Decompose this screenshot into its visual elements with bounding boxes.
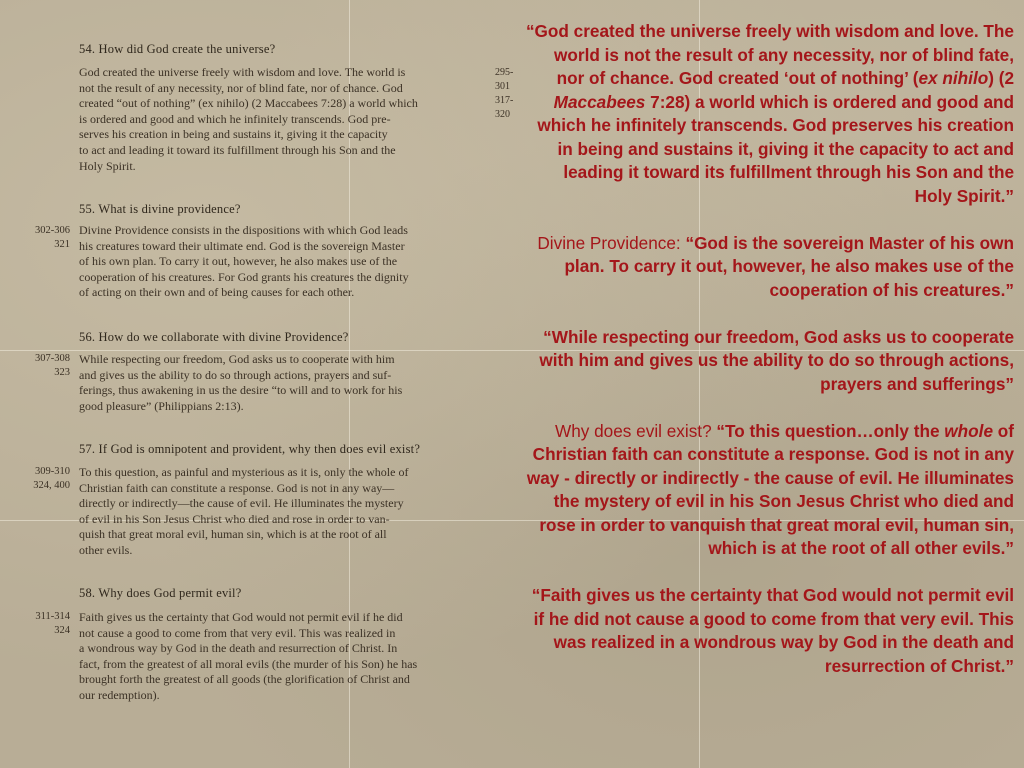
evil-label: Why does evil exist? <box>554 420 717 441</box>
commentary-column <box>522 20 1014 702</box>
question-56-body: While respecting our freedom, God asks us to cooperate with him and gives us the ability to do so through actions, prayers and suf- ferings, thus awakening in us the desire “to will and to work for his good pleasure” (Philippians 2:13). <box>79 352 403 413</box>
question-55-body: Divine Providence consists in the dispositions with which God leads his creatures toward their ultimate end. God is the sovereign Master of his own plan. To carry it out, however, he also makes use of the cooperation of his creatures. For God grants his creatures the dignity of acting on their own and of being causes for each other. <box>79 223 409 300</box>
question-55-refs: 302-306 321 <box>35 225 70 250</box>
question-57-title: 57. If God is omnipotent and provident, why then does evil exist? <box>79 442 421 456</box>
question-54-refs: 295-301 317-320 <box>495 67 514 120</box>
question-56-title: 56. How do we collaborate with divine Providence? <box>79 330 349 344</box>
evil-paragraph: Why does evil exist? “To this question…only the whole of Christian faith can constitute a response. God is not in any way - directly or indirectly - the cause of evil. He illuminates the mystery of evil in his Son Jesus Christ who died and rose in order to vanquish that great moral evil, human sin, which is at the root of all other evils.” <box>526 420 1014 558</box>
question-58-body: Faith gives us the certainty that God would not permit evil if he did not cause a good to come from that very evil. This was realized in a wondrous way by God in the death and resurrection of Christ. In fact, from the greatest of all moral evils (the murder of his Son) he has brought forth the greatest of all goods (the glorification of Christ and our redemption). <box>79 610 418 702</box>
question-56-refs: 307-308 323 <box>35 353 70 378</box>
providence-label: Divine Providence: <box>537 232 686 253</box>
question-57-refs: 309-310 324, 400 <box>33 466 70 491</box>
providence-paragraph <box>522 232 1014 303</box>
question-54-title: 54. How did God create the universe? <box>79 42 276 56</box>
cooperation-quote: “While respecting our freedom, God asks us to cooperate with him and gives us the ability to do so through actions, prayers and sufferings” <box>539 326 1014 394</box>
creation-quote: “God created the universe freely with wisdom and love. The world is not the result of any necessity, nor of blind fate, nor of chance. God created ‘out of nothing’ (ex nihilo) (2 Maccabees 7:28) a world which is ordered and good and which he infinitely transcends. God preserves his creation in being and sustains it, giving it the capacity to act and leading it toward its fulfillment through his Son and the Holy Spirit.” <box>525 21 1014 206</box>
question-55-title: 55. What is divine providence? <box>79 202 241 216</box>
question-58-refs: 311-314 324 <box>35 611 70 636</box>
question-57-body: To this question, as painful and mysterious as it is, only the whole of Christian faith can constitute a response. God is not in any way— directly or indirectly—the cause of evil. He illuminates the mystery of evil in his Son Jesus Christ who died and rose in order to van- quish that great moral evil, human sin, which is at the root of all other evils. <box>79 465 409 557</box>
faith-quote: “Faith gives us the certainty that God would not permit evil if he did not cause a good to come from that very evil. This was realized in a wondrous way by God in the death and resurrection of Christ.” <box>531 585 1014 676</box>
question-58-title: 58. Why does God permit evil? <box>79 586 242 600</box>
providence-quote: “God is the sovereign Master of his own plan. To carry it out, however, he also makes use of the cooperation of his creatures.” <box>564 232 1014 300</box>
question-54-body: God created the universe freely with wisdom and love. The world is not the result of any necessity, nor of blind fate, nor of chance. God created “out of nothing” (ex nihilo) (2 Maccabees 7:28) a world which is ordered and good and which he infinitely transcends. God pre- serves his creation in being and sustains it, giving it the capacity to act and leading it toward its fulfillment through his Son and the Holy Spirit. <box>79 65 418 173</box>
